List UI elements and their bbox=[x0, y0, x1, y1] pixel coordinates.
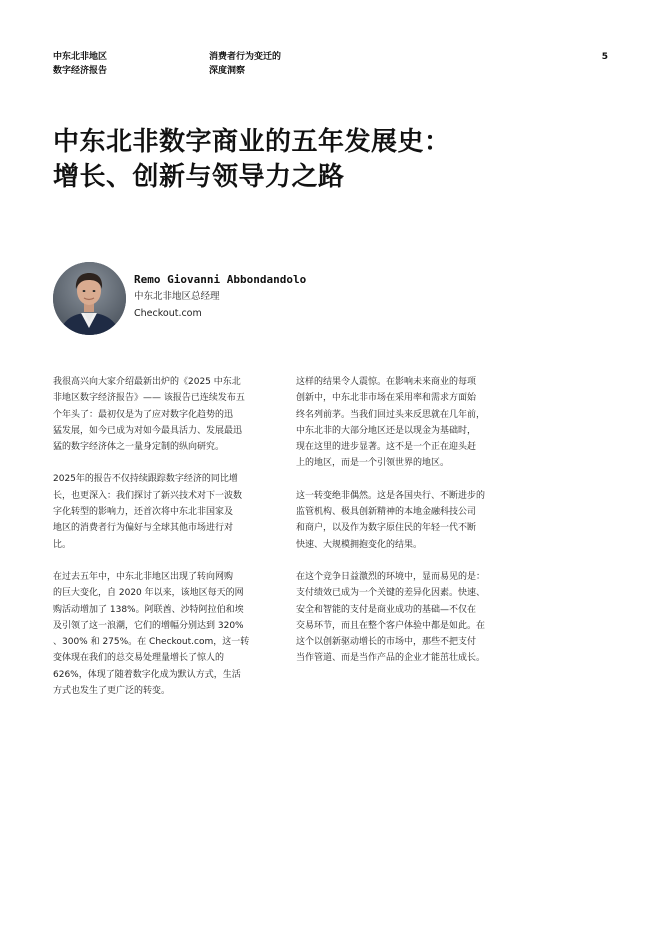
text-line: 快速、大规模拥抱变化的结果。 bbox=[296, 539, 423, 550]
text-line: 监管机构、极具创新精神的本地金融科技公司 bbox=[296, 507, 477, 518]
text-line: 我很高兴向大家介绍最新出炉的《2025 中东北 bbox=[53, 377, 241, 387]
text-line: 字化转型的影响力，还首次将中东北非国家及 bbox=[53, 507, 234, 518]
text-line: 这个以创新驱动增长的市场中，那些不把支付 bbox=[296, 637, 477, 648]
header-report-title bbox=[53, 50, 107, 78]
page-number: 5 bbox=[601, 52, 608, 62]
text-line: 和商户，以及作为数字原住民的年轻一代不断 bbox=[296, 523, 477, 534]
header-left-line: 中东北非地区 bbox=[53, 52, 108, 62]
text-line: 终名列前茅。当我们回过头来反思就在几年前， bbox=[296, 409, 486, 420]
text-line: 中东北非的大部分地区还是以现金为基础时， bbox=[296, 425, 477, 436]
text-line: 支付绩效已成为一个关键的差异化因素。快速、 bbox=[296, 588, 486, 599]
text-line: 这一转变绝非偶然。这是各国央行、不断进步的 bbox=[296, 490, 486, 501]
header-left-line: 数字经济报告 bbox=[53, 66, 108, 76]
text-line: 个年头了：最初仅是为了应对数字化趋势的迅 bbox=[53, 409, 234, 420]
author-name: Remo Giovanni Abbondandolo bbox=[134, 273, 307, 286]
page-title-line: 中东北非数字商业的五年发展史： bbox=[53, 127, 451, 157]
author-info bbox=[134, 272, 306, 322]
text-line: 在这个竞争日益激烈的环境中，显而易见的是： bbox=[296, 571, 486, 582]
page-title bbox=[53, 125, 613, 195]
paragraph bbox=[53, 569, 271, 699]
text-line: 安全和智能的支付是商业成功的基础—不仅在 bbox=[296, 604, 477, 615]
text-line: 非地区数字经济报告》—— 该报告已连续发布五 bbox=[53, 393, 245, 404]
author-company: Checkout.com bbox=[134, 308, 202, 319]
paragraph bbox=[53, 471, 271, 552]
header-mid-line: 消费者行为变迁的 bbox=[209, 52, 282, 62]
text-line: 猛的数字经济体之一量身定制的纵向研究。 bbox=[53, 442, 225, 453]
author-avatar bbox=[53, 262, 126, 335]
paragraph bbox=[296, 374, 514, 472]
text-line: 在过去五年中，中东北非地区出现了转向网购 bbox=[53, 571, 234, 582]
body-column-left bbox=[53, 374, 271, 715]
text-line: 地区的消费者行为偏好与全球其他市场进行对 bbox=[53, 523, 234, 534]
paragraph bbox=[296, 569, 514, 667]
text-line: 2025年的报告不仅持续跟踪数字经济的同比增 bbox=[53, 474, 238, 485]
text-line: 购活动增加了 138%。阿联酋、沙特阿拉伯和埃 bbox=[53, 604, 244, 615]
text-line: 方式也发生了更广泛的转变。 bbox=[53, 686, 171, 697]
paragraph bbox=[296, 488, 514, 553]
text-line: 626%，体现了随着数字化成为默认方式，生活 bbox=[53, 669, 241, 680]
author-portrait-icon bbox=[53, 262, 126, 335]
author-role: 中东北非地区总经理 bbox=[134, 291, 220, 302]
page-title-line: 增长、创新与领导力之路 bbox=[53, 162, 345, 192]
text-line: 及引领了这一浪潮，它们的增幅分别达到 320% bbox=[53, 620, 244, 631]
text-line: 、300% 和 275%。在 Checkout.com，这一转 bbox=[53, 637, 250, 648]
body-column-right bbox=[296, 374, 514, 683]
text-line: 当作管道、而是当作产品的企业才能茁壮成长。 bbox=[296, 653, 486, 664]
header-mid-line: 深度洞察 bbox=[209, 66, 246, 76]
text-line: 的巨大变化，自 2020 年以来，该地区每天的网 bbox=[53, 588, 244, 599]
text-line: 变体现在我们的总交易处理量增长了惊人的 bbox=[53, 653, 225, 664]
text-line: 比。 bbox=[53, 539, 72, 550]
paragraph bbox=[53, 374, 271, 455]
text-line: 这样的结果令人震惊。在影响未来商业的每项 bbox=[296, 377, 477, 387]
text-line: 现在这里的进步显著。这不是一个正在迎头赶 bbox=[296, 442, 477, 453]
text-line: 创新中，中东北非市场在采用率和需求方面始 bbox=[296, 393, 477, 404]
text-line: 猛发展，如今已成为对如今最具活力、发展最迅 bbox=[53, 425, 243, 436]
header-section-title bbox=[209, 50, 281, 78]
text-line: 上的地区，而是一个引领世界的地区。 bbox=[296, 458, 450, 469]
text-line: 长，也更深入：我们探讨了新兴技术对下一波数 bbox=[53, 490, 243, 501]
text-line: 交易环节，而且在整个客户体验中都是如此。在 bbox=[296, 620, 486, 631]
